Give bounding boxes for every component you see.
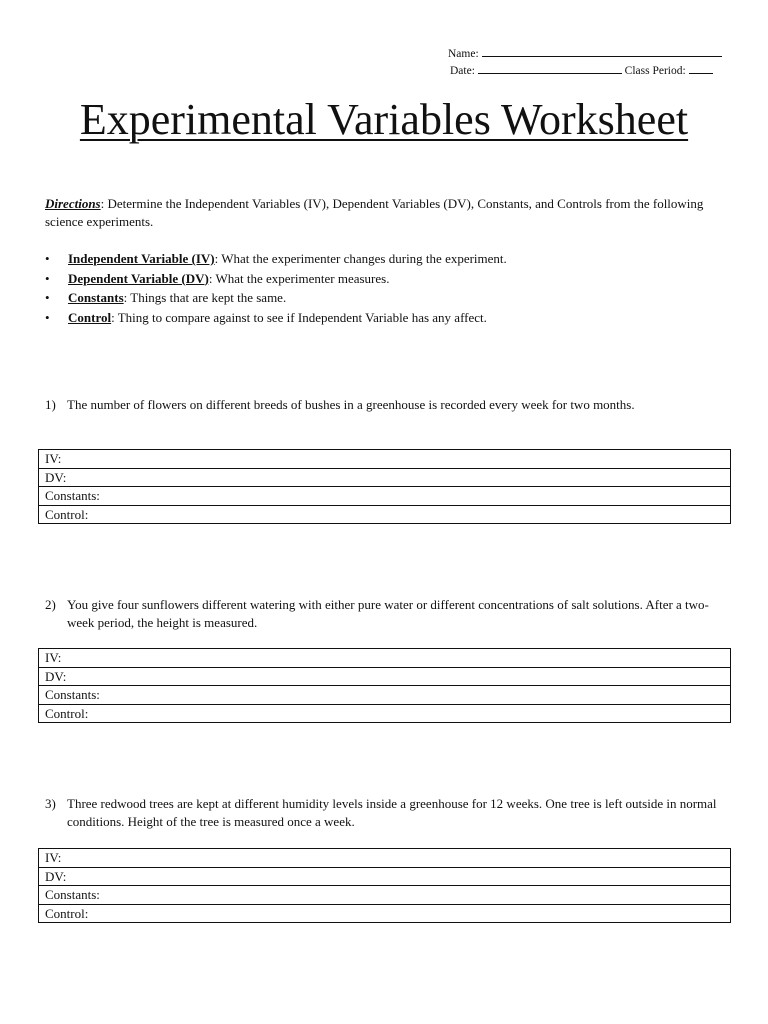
question-text: The number of flowers on different breeds of bushes in a greenhouse is recorded every week for two months.	[67, 397, 635, 412]
definition-text: : Thing to compare against to see if Independent Variable has any affect.	[111, 309, 487, 325]
definition-term: Independent Variable (IV)	[68, 251, 215, 266]
definition-text: : What the experimenter measures.	[208, 270, 390, 286]
answer-table-1	[38, 449, 731, 524]
answer-row-control[interactable]: Control:	[39, 505, 731, 524]
answer-row-dv[interactable]: DV:	[39, 667, 731, 686]
directions-label: Directions	[45, 196, 101, 211]
question-1	[45, 396, 735, 414]
answer-row-control[interactable]: Control:	[39, 704, 731, 723]
question-text: You give four sunflowers different watering with either pure water or different concentrations of salt solutions. After a two-week period, the height is measured.	[67, 597, 709, 630]
page-title: Experimental Variables Worksheet	[79, 95, 689, 144]
answer-row-dv[interactable]: DV:	[39, 468, 731, 487]
bullet-icon: •	[45, 251, 50, 266]
class-period-label: Class Period:	[624, 65, 686, 77]
answer-row-dv[interactable]: DV:	[39, 867, 731, 886]
answer-row-control[interactable]: Control:	[39, 904, 731, 923]
question-number: 1)	[45, 397, 56, 412]
question-text: Three redwood trees are kept at different humidity levels inside a greenhouse for 12 weeks. One tree is left outside in normal conditions. Height of the tree is measured once a week.	[67, 796, 717, 829]
directions-text: : Determine the Independent Variables (IV), Dependent Variables (DV), Constants, and Controls from the following science experiments.	[45, 196, 704, 229]
answer-table-3	[38, 848, 731, 923]
name-blank[interactable]	[482, 45, 722, 57]
definition-term: Constants	[68, 290, 124, 305]
name-line	[448, 45, 722, 61]
name-label: Name:	[448, 48, 479, 60]
date-line	[450, 62, 713, 78]
answer-table-2	[38, 648, 731, 723]
date-blank[interactable]	[478, 62, 622, 74]
definitions-list	[45, 249, 725, 327]
date-label: Date:	[450, 65, 475, 77]
definition-text: : Things that are kept the same.	[123, 290, 287, 305]
definition-item	[45, 288, 725, 308]
definition-term: Dependent Variable (DV)	[68, 270, 209, 286]
bullet-icon: •	[45, 290, 50, 305]
directions-paragraph	[45, 195, 725, 231]
question-number: 2)	[45, 597, 56, 612]
answer-row-constants[interactable]: Constants:	[39, 686, 731, 705]
answer-row-iv[interactable]: IV:	[39, 450, 731, 469]
answer-row-iv[interactable]: IV:	[39, 649, 731, 668]
class-period-blank[interactable]	[689, 62, 713, 74]
answer-row-constants[interactable]: Constants:	[39, 886, 731, 905]
definition-term: Control	[68, 309, 112, 325]
question-2	[45, 596, 735, 632]
answer-row-iv[interactable]: IV:	[39, 849, 731, 868]
definition-item	[45, 269, 725, 289]
bullet-icon: •	[45, 309, 50, 325]
definition-item	[45, 308, 725, 328]
question-number: 3)	[45, 796, 56, 811]
answer-row-constants[interactable]: Constants:	[39, 487, 731, 506]
question-3	[45, 795, 735, 831]
definition-text: : What the experimenter changes during the experiment.	[214, 251, 507, 266]
definition-item	[45, 249, 725, 269]
bullet-icon: •	[45, 270, 50, 286]
